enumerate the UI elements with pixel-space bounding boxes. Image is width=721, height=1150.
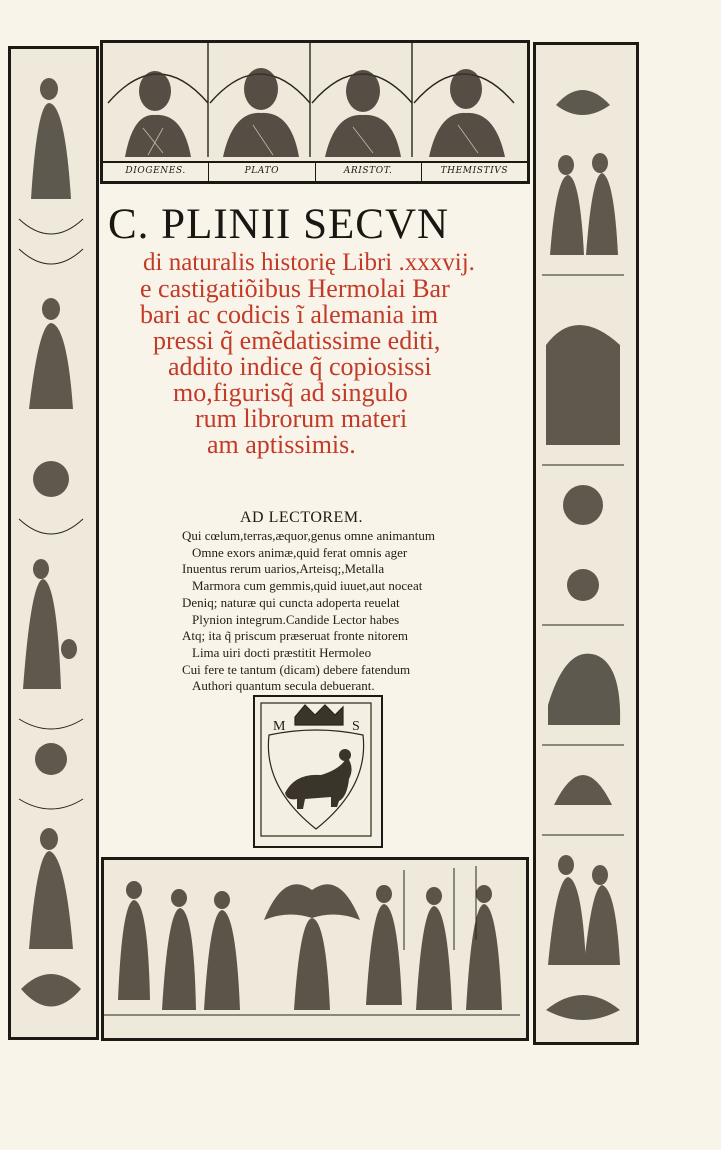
lector-heading: AD LECTOREM. xyxy=(240,509,364,526)
rubricated-subtitle xyxy=(140,250,530,458)
subtitle-line: addito indice q̃ copiosissi xyxy=(168,352,432,381)
verse-line: Plynion integrum.Candide Lector habes xyxy=(192,611,400,627)
bottom-scene-engraving xyxy=(104,860,520,1032)
verse-line: Marmora cum gemmis,quid iuuet,aut noceat xyxy=(192,578,423,594)
verse-line: Qui cœlum,terras,æquor,genus omne animantum xyxy=(182,528,435,543)
dedicatory-verses xyxy=(182,528,435,695)
right-woodcut-border xyxy=(533,42,639,1045)
right-border-engraving xyxy=(536,45,630,1036)
subtitle-line: am aptissimis. xyxy=(207,430,356,459)
verse-line: Authori quantum secula debuerant. xyxy=(192,678,375,694)
subtitle-line: mo,figurisq̃ ad singulo xyxy=(173,378,408,407)
book-title: C. PLINII SECVN xyxy=(108,201,450,248)
verse-line: Inuentus rerum uarios,Arteisq;,Metalla xyxy=(182,561,385,577)
verse-line: Omne exors animæ,quid ferat omnis ager xyxy=(192,544,408,560)
subtitle-line: bari ac codicis ĩ alemania im xyxy=(140,300,439,329)
caption-themistius: THEMISTIVS xyxy=(421,163,527,181)
caption-plato: PLATO xyxy=(208,163,314,181)
subtitle-line: di naturalis historię Libri .xxxvij. xyxy=(143,249,475,276)
verse-line: Deniq; naturæ qui cuncta adoperta reuelat xyxy=(182,594,400,610)
printer-emblem xyxy=(253,695,383,848)
emblem-letter-right: S xyxy=(352,719,360,734)
portrait-caption-bar xyxy=(103,161,527,181)
subtitle-line: e castigatiõibus Hermolai Bar xyxy=(140,274,450,303)
subtitle-line: pressi q̃ emẽdatissime editi, xyxy=(153,326,441,355)
philosophers-engraving xyxy=(103,43,521,175)
verse-line: Atq; ita q̃ priscum præseruat fronte nitorem xyxy=(182,628,409,644)
left-border-engraving xyxy=(11,49,90,1031)
emblem-letter-left: M xyxy=(273,719,286,734)
verse-line: Lima uiri docti præstitit Hermoleo xyxy=(192,644,372,660)
subtitle-line: rum librorum materi xyxy=(195,404,408,433)
bottom-woodcut-scene xyxy=(101,857,529,1041)
verse-line: Cui fere te tantum (dicam) debere fatendum xyxy=(182,661,411,677)
caption-aristotle: ARISTOT. xyxy=(315,163,421,181)
caption-diogenes: DIOGENES. xyxy=(125,166,186,176)
philosophers-woodcut xyxy=(100,40,530,184)
left-woodcut-border xyxy=(8,46,99,1040)
